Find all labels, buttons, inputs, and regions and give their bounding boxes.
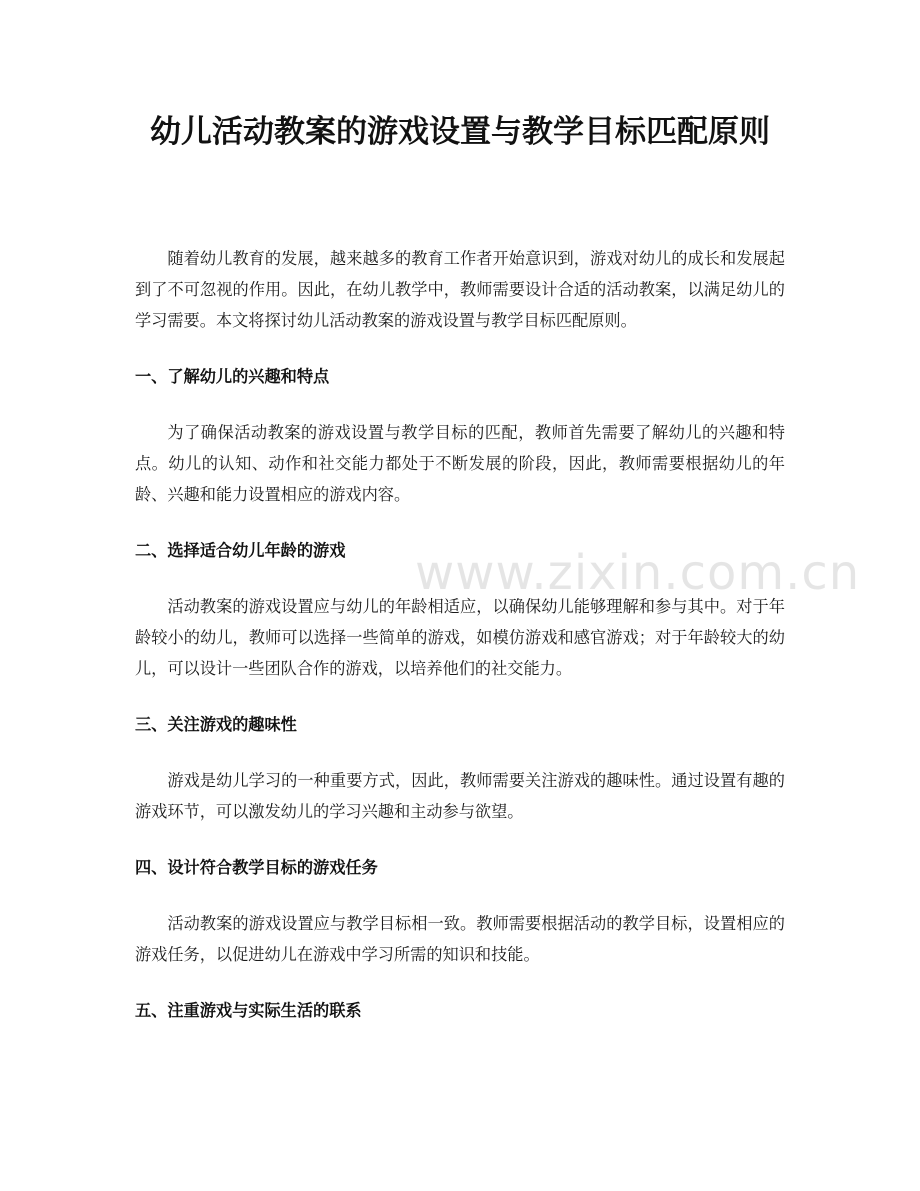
section-body-3: 游戏是幼儿学习的一种重要方式，因此，教师需要关注游戏的趣味性。通过设置有趣的游戏环节，可以激发幼儿的学习兴趣和主动参与欲望。 (135, 771, 785, 821)
section-body-1: 为了确保活动教案的游戏设置与教学目标的匹配，教师首先需要了解幼儿的兴趣和特点。幼儿的认知、动作和社交能力都处于不断发展的阶段，因此，教师需要根据幼儿的年龄、兴趣和能力设置相应的游戏内容。 (135, 423, 785, 504)
section-heading-2: 二、选择适合幼儿年龄的游戏 (135, 541, 346, 560)
document-title: 幼儿活动教案的游戏设置与教学目标匹配原则 (150, 114, 770, 150)
intro-paragraph: 随着幼儿教育的发展，越来越多的教育工作者开始意识到，游戏对幼儿的成长和发展起到了不可忽视的作用。因此，在幼儿教学中，教师需要设计合适的活动教案，以满足幼儿的学习需要。本文将探讨幼儿活动教案的游戏设置与教学目标匹配原则。 (135, 249, 785, 330)
watermark: www.zixin.com.cn (415, 545, 861, 601)
section-heading-1: 一、了解幼儿的兴趣和特点 (135, 367, 330, 386)
document-body (135, 243, 785, 1026)
section-heading-4: 四、设计符合教学目标的游戏任务 (135, 858, 378, 877)
section-body-2: 活动教案的游戏设置应与幼儿的年龄相适应，以确保幼儿能够理解和参与其中。对于年龄较小的幼儿，教师可以选择一些简单的游戏，如模仿游戏和感官游戏；对于年龄较大的幼儿，可以设计一些团队合作的游戏，以培养他们的社交能力。 (135, 597, 785, 678)
section-heading-5: 五、注重游戏与实际生活的联系 (135, 1001, 362, 1020)
section-body-4: 活动教案的游戏设置应与教学目标相一致。教师需要根据活动的教学目标，设置相应的游戏任务，以促进幼儿在游戏中学习所需的知识和技能。 (135, 914, 785, 964)
section-heading-3: 三、关注游戏的趣味性 (135, 715, 297, 734)
